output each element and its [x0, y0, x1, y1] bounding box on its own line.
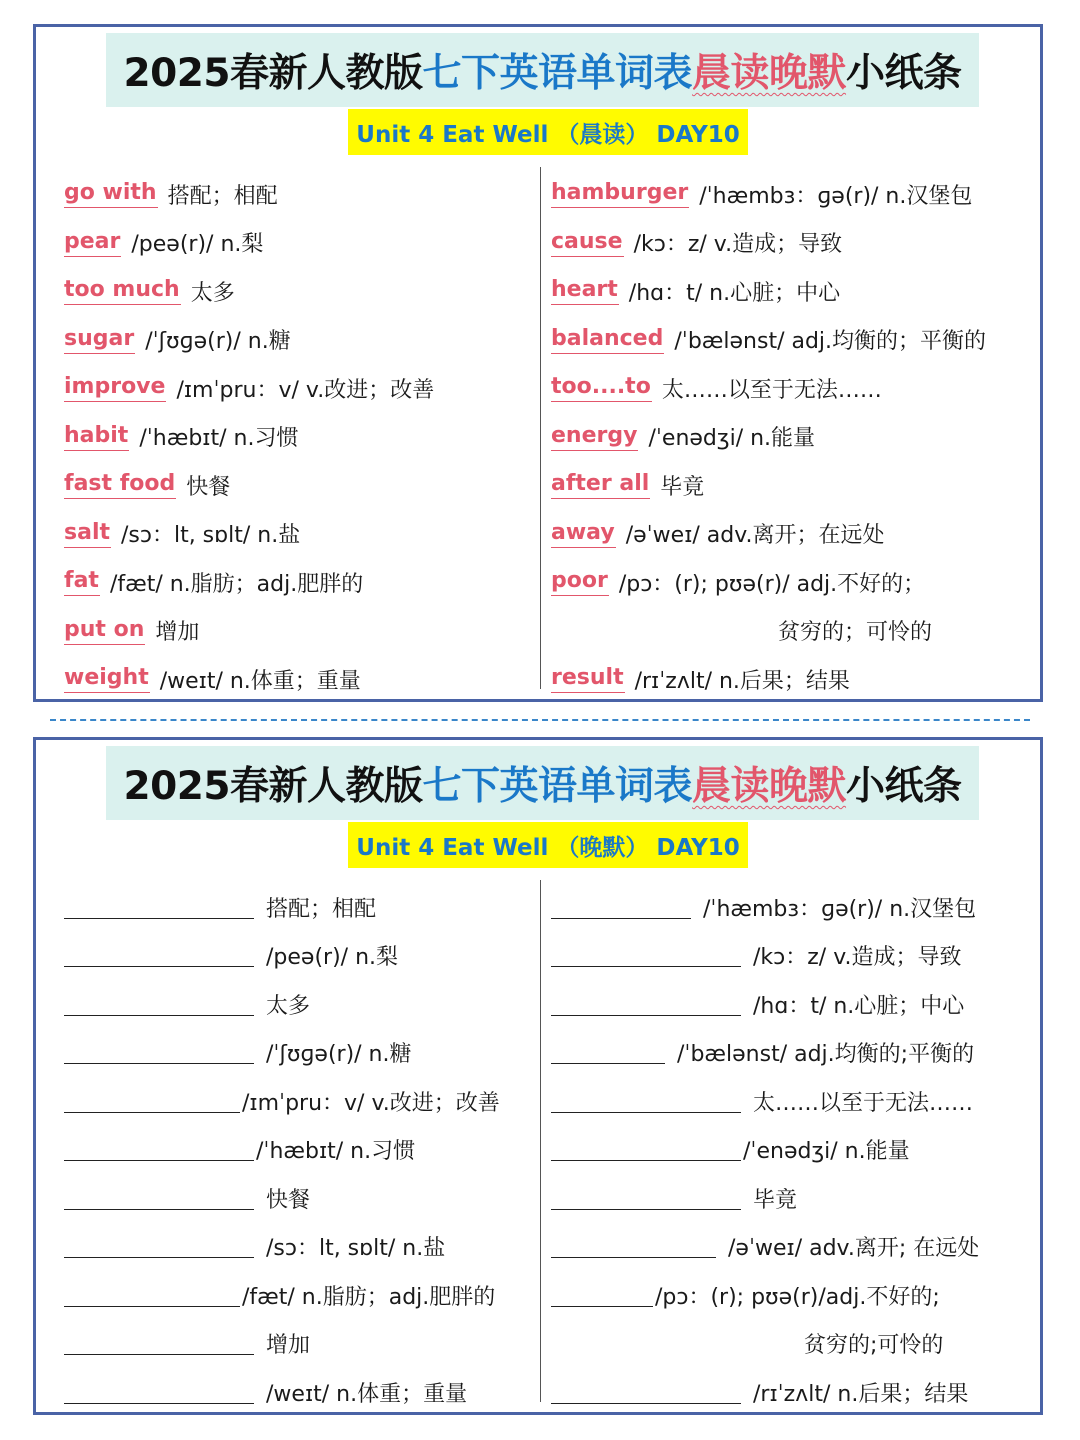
dictation-clue: 毕竟: [753, 1187, 798, 1213]
answer-blank[interactable]: [64, 993, 254, 1016]
answer-blank[interactable]: [64, 1138, 254, 1161]
dictation-clue: /ˈhæbɪt/ n.习惯: [256, 1139, 416, 1165]
dictation-row: [551, 1368, 1036, 1417]
vocab-definition: /sɔ：lt, sɒlt/ n.盐: [121, 523, 301, 549]
vocab-word: heart: [551, 277, 619, 305]
vocab-word: cause: [551, 229, 624, 257]
vocab-word: result: [551, 665, 625, 693]
dictation-clue: 增加: [266, 1333, 311, 1359]
answer-blank[interactable]: [551, 896, 691, 919]
vocab-word: fat: [64, 568, 100, 596]
vocab-row: [64, 655, 544, 704]
dictation-row: [64, 1126, 544, 1175]
dictation-clue: /ˈenədʒi/ n.能量: [743, 1139, 910, 1165]
evening-right-column: [551, 883, 1036, 1417]
morning-title: [106, 33, 979, 107]
vocab-definition: 贫穷的；可怜的: [778, 620, 933, 646]
vocab-word: too much: [64, 277, 181, 305]
vocab-definition: 快餐: [186, 474, 231, 500]
dictation-clue: /rɪˈzʌlt/ n.后果；结果: [753, 1381, 969, 1407]
answer-blank[interactable]: [64, 1284, 240, 1307]
title-part-4: 小纸条: [846, 51, 962, 96]
vocab-row: [551, 461, 1036, 510]
vocab-row: [551, 219, 1036, 268]
vocab-definition: /ˈbælənst/ adj.均衡的；平衡的: [674, 329, 987, 355]
dictation-clue: /hɑ：t/ n.心脏；中心: [753, 993, 965, 1019]
title-part-3: 晨读晚默: [692, 764, 847, 809]
vocab-definition: /ɪmˈpru：v/ v.改进；改善: [176, 377, 435, 403]
dictation-clue: 搭配；相配: [266, 896, 377, 922]
dictation-row-continuation: [551, 1320, 1036, 1369]
dictation-clue: /kɔ：z/ v.造成；导致: [753, 945, 962, 971]
vocab-definition: /ˈenədʒi/ n.能量: [648, 426, 816, 452]
vocab-row: [551, 170, 1036, 219]
vocab-definition: 太多: [190, 280, 235, 306]
dictation-row: [64, 1368, 544, 1417]
answer-blank[interactable]: [64, 1090, 240, 1113]
dictation-row: [64, 883, 544, 932]
evening-title: [106, 746, 979, 820]
vocab-word: away: [551, 520, 616, 548]
title-part-1: 2025春新人教版: [123, 764, 423, 809]
vocab-row: [551, 655, 1036, 704]
dictation-row: [551, 1077, 1036, 1126]
answer-blank[interactable]: [551, 1284, 653, 1307]
vocab-word: energy: [551, 423, 638, 451]
vocab-definition: /fæt/ n.脂肪；adj.肥胖的: [109, 571, 364, 597]
vocab-word: weight: [64, 665, 150, 693]
vocab-definition: 增加: [155, 620, 200, 646]
dictation-row: [64, 1174, 544, 1223]
answer-blank[interactable]: [64, 944, 254, 967]
vocab-row: [551, 316, 1036, 365]
dictation-row: [551, 1223, 1036, 1272]
vocab-word: fast food: [64, 471, 176, 499]
dictation-clue: /peə(r)/ n.梨: [266, 945, 399, 971]
morning-card: [33, 24, 1043, 702]
title-part-3: 晨读晚默: [692, 51, 847, 96]
dictation-clue: /pɔ：(r); pʊə(r)/adj.不好的;: [655, 1284, 940, 1310]
vocab-word: put on: [64, 617, 145, 645]
vocab-word: hamburger: [551, 180, 689, 208]
evening-left-column: [64, 883, 544, 1417]
morning-right-column: [551, 170, 1036, 704]
dictation-row: [64, 980, 544, 1029]
vocab-word: improve: [64, 374, 166, 402]
vocab-definition: /rɪˈzʌlt/ n.后果；结果: [634, 668, 850, 694]
evening-card: [33, 737, 1043, 1415]
vocab-row: [64, 461, 544, 510]
dictation-row: [551, 1174, 1036, 1223]
vocab-word: salt: [64, 520, 111, 548]
dictation-row: [64, 1077, 544, 1126]
vocab-definition: 毕竟: [660, 474, 705, 500]
vocab-row: [64, 170, 544, 219]
vocab-word: go with: [64, 180, 158, 208]
answer-blank[interactable]: [551, 1041, 665, 1064]
answer-blank[interactable]: [64, 896, 254, 919]
vocab-word: balanced: [551, 326, 664, 354]
vocab-definition: /peə(r)/ n.梨: [131, 232, 264, 258]
dictation-row: [551, 1029, 1036, 1078]
vocab-definition: /ˈhæbɪt/ n.习惯: [139, 426, 299, 452]
vocab-row: [551, 413, 1036, 462]
dictation-clue: /ˈbælənst/ adj.均衡的;平衡的: [677, 1042, 975, 1068]
vocab-definition: /weɪt/ n.体重；重量: [159, 668, 361, 694]
answer-blank[interactable]: [551, 993, 741, 1016]
vocab-definition: 搭配；相配: [167, 183, 278, 209]
vocab-row: [64, 558, 544, 607]
vocab-definition: /əˈweɪ/ adv.离开；在远处: [625, 523, 885, 549]
vocab-row: [64, 316, 544, 365]
answer-blank[interactable]: [64, 1332, 254, 1355]
answer-blank[interactable]: [64, 1187, 254, 1210]
dictation-clue: /ˈʃʊɡə(r)/ n.糖: [266, 1042, 412, 1068]
dictation-clue: /ˈhæmbɜ：ɡə(r)/ n.汉堡包: [703, 896, 977, 922]
vocab-definition: /hɑ：t/ n.心脏；中心: [628, 280, 841, 306]
answer-blank[interactable]: [551, 1090, 741, 1113]
evening-subtitle: Unit 4 Eat Well （晚默） DAY10: [348, 822, 748, 868]
title-part-2: 七下英语单词表: [422, 764, 693, 809]
vocab-row: [551, 558, 1036, 607]
dictation-row: [551, 883, 1036, 932]
answer-blank[interactable]: [64, 1381, 254, 1404]
vocab-row: [551, 267, 1036, 316]
dictation-row: [551, 980, 1036, 1029]
vocab-row: [551, 364, 1036, 413]
dictation-clue: 快餐: [266, 1187, 311, 1213]
dictation-row: [64, 1271, 544, 1320]
answer-blank[interactable]: [551, 1235, 716, 1258]
dictation-clue: /fæt/ n.脂肪；adj.肥胖的: [242, 1284, 496, 1310]
dictation-row: [64, 1320, 544, 1369]
title-part-1: 2025春新人教版: [123, 51, 423, 96]
vocab-definition: /ˈʃʊɡə(r)/ n.糖: [145, 329, 291, 355]
vocab-word: after all: [551, 471, 650, 499]
vocab-definition: 太……以至于无法……: [661, 377, 882, 403]
vocab-row: [64, 510, 544, 559]
dictation-clue: 太多: [266, 993, 311, 1019]
vocab-row: [64, 219, 544, 268]
answer-blank[interactable]: [551, 1381, 741, 1404]
vocab-word: pear: [64, 229, 121, 257]
dictation-row: [64, 932, 544, 981]
dictation-clue: /əˈweɪ/ adv.离开; 在远处: [728, 1236, 980, 1262]
answer-blank[interactable]: [551, 1138, 741, 1161]
vocab-row: [64, 413, 544, 462]
vocab-row: [64, 607, 544, 656]
dictation-clue: /weɪt/ n.体重；重量: [266, 1381, 468, 1407]
dictation-row: [551, 1126, 1036, 1175]
vocab-definition: /kɔ：z/ v.造成；导致: [633, 232, 843, 258]
vocab-word: poor: [551, 568, 609, 596]
answer-blank[interactable]: [551, 944, 741, 967]
morning-left-column: [64, 170, 544, 704]
dictation-clue: 贫穷的;可怜的: [804, 1333, 944, 1359]
dictation-row: [64, 1029, 544, 1078]
dictation-clue: /sɔ：lt, sɒlt/ n.盐: [266, 1236, 446, 1262]
dictation-row: [64, 1223, 544, 1272]
answer-blank[interactable]: [64, 1235, 254, 1258]
morning-subtitle: Unit 4 Eat Well （晨读） DAY10: [348, 109, 748, 155]
title-part-4: 小纸条: [846, 764, 962, 809]
vocab-row-continuation: [551, 607, 1036, 656]
title-part-2: 七下英语单词表: [422, 51, 693, 96]
vocab-word: too....to: [551, 374, 652, 402]
dictation-clue: /ɪmˈpru：v/ v.改进；改善: [242, 1090, 500, 1116]
dictation-row: [551, 932, 1036, 981]
vocab-word: habit: [64, 423, 129, 451]
vocab-definition: /pɔ：(r); pʊə(r)/ adj.不好的；: [618, 571, 926, 597]
vocab-row: [64, 364, 544, 413]
dictation-clue: 太……以至于无法……: [753, 1090, 974, 1116]
answer-blank[interactable]: [64, 1041, 254, 1064]
dictation-row: [551, 1271, 1036, 1320]
vocab-definition: /ˈhæmbɜ：ɡə(r)/ n.汉堡包: [699, 183, 973, 209]
vocab-row: [64, 267, 544, 316]
answer-blank[interactable]: [551, 1187, 741, 1210]
vocab-row: [551, 510, 1036, 559]
vocab-word: sugar: [64, 326, 135, 354]
cut-line: [50, 719, 1030, 721]
